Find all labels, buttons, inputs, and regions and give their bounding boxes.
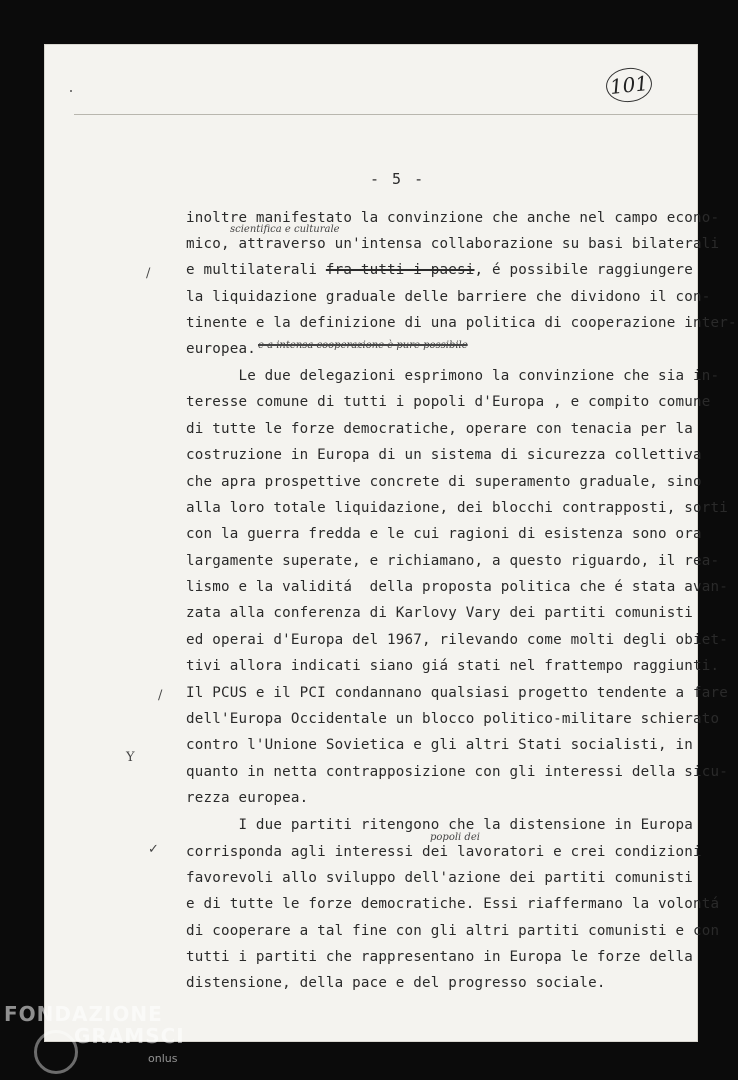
text-line: di tutte le forze democratiche, operare con tenacia per la bbox=[186, 421, 694, 437]
text-line: tutti i partiti che rappresentano in Europa le forze della bbox=[186, 949, 694, 965]
text-line: e di tutte le forze democratiche. Essi riaffermano la volontá bbox=[186, 896, 720, 912]
text-line: costruzione in Europa di un sistema di sicurezza collettiva bbox=[186, 447, 702, 463]
margin-mark: Y bbox=[126, 750, 135, 765]
text-line: dell'Europa Occidentale un blocco politico-militare schierato bbox=[186, 711, 720, 727]
text-line: corrisponda agli interessi dei lavoratori e crei condizioni bbox=[186, 844, 702, 860]
text-line: zata alla conferenza di Karlovy Vary dei partiti comunisti bbox=[186, 605, 694, 621]
margin-mark: ✓ bbox=[148, 842, 159, 857]
fondazione-gramsci-watermark bbox=[4, 998, 204, 1078]
text-line: con la guerra fredda e le cui ragioni di esistenza sono ora bbox=[186, 526, 702, 542]
text-line: rezza europea. bbox=[186, 790, 309, 806]
text-fragment: , é possibile raggiungere bbox=[474, 262, 694, 278]
text-line: largamente superate, e richiamano, a questo riguardo, il rea- bbox=[186, 553, 720, 569]
text-line: teresse comune di tutti i popoli d'Europa , e compito comune bbox=[186, 394, 711, 410]
text-line: mico, attraverso un'intensa collaborazione su basi bilaterali bbox=[186, 236, 720, 252]
watermark-logo-icon bbox=[34, 1030, 78, 1074]
watermark-text: FONDAZIONE bbox=[4, 1002, 163, 1026]
archive-page-stamp: 101 bbox=[604, 66, 653, 105]
page-fold-line bbox=[74, 114, 698, 115]
text-line: lismo e la validitá della proposta politica che é stata avan- bbox=[186, 579, 728, 595]
text-line: tivi allora indicati siano giá stati nel frattempo raggiunti. bbox=[186, 658, 720, 674]
margin-mark: / bbox=[158, 688, 163, 703]
document-page bbox=[44, 44, 737, 1042]
page-number: - 5 - bbox=[370, 170, 426, 188]
scan-speck bbox=[70, 90, 72, 92]
text-line: di cooperare a tal fine con gli altri partiti comunisti e con bbox=[186, 923, 720, 939]
text-line: I due partiti ritengono che la distensione in Europa bbox=[186, 817, 694, 833]
text-line: la liquidazione graduale delle barriere che dividono il con- bbox=[186, 289, 711, 305]
text-line: inoltre manifestato la convinzione che anche nel campo econo- bbox=[186, 210, 720, 226]
text-line: favorevoli allo sviluppo dell'azione dei partiti comunisti bbox=[186, 870, 694, 886]
watermark-text: GRAMSCI bbox=[74, 1024, 185, 1048]
margin-mark: / bbox=[146, 266, 151, 281]
text-line: ed operai d'Europa del 1967, rilevando come molti degli obiet- bbox=[186, 632, 728, 648]
text-line: europea. bbox=[186, 341, 256, 357]
text-line: Le due delegazioni esprimono la convinzione che sia in- bbox=[186, 368, 720, 384]
struck-text: fra tutti i paesi bbox=[325, 262, 475, 278]
watermark-text: onlus bbox=[148, 1052, 178, 1065]
text-line: Il PCUS e il PCI condannano qualsiasi progetto tendente a fare bbox=[186, 685, 728, 701]
text-line: contro l'Unione Sovietica e gli altri Stati socialisti, in bbox=[186, 737, 694, 753]
handwritten-insert: scientifica e culturale bbox=[230, 224, 340, 235]
handwritten-insert: popoli dei bbox=[430, 832, 480, 843]
text-line bbox=[186, 262, 693, 278]
text-line: distensione, della pace e del progresso sociale. bbox=[186, 975, 606, 991]
handwritten-insert: e a intensa cooperazione è pure possibile bbox=[258, 340, 468, 351]
text-line: che apra prospettive concrete di superamento graduale, sino bbox=[186, 474, 702, 490]
text-line: quanto in netta contrapposizione con gli interessi della sicu- bbox=[186, 764, 728, 780]
text-line: tinente e la definizione di una politica di cooperazione inter- bbox=[186, 315, 737, 331]
text-line: alla loro totale liquidazione, dei blocchi contrapposti, sorti bbox=[186, 500, 728, 516]
text-fragment: e multilaterali bbox=[186, 262, 326, 278]
